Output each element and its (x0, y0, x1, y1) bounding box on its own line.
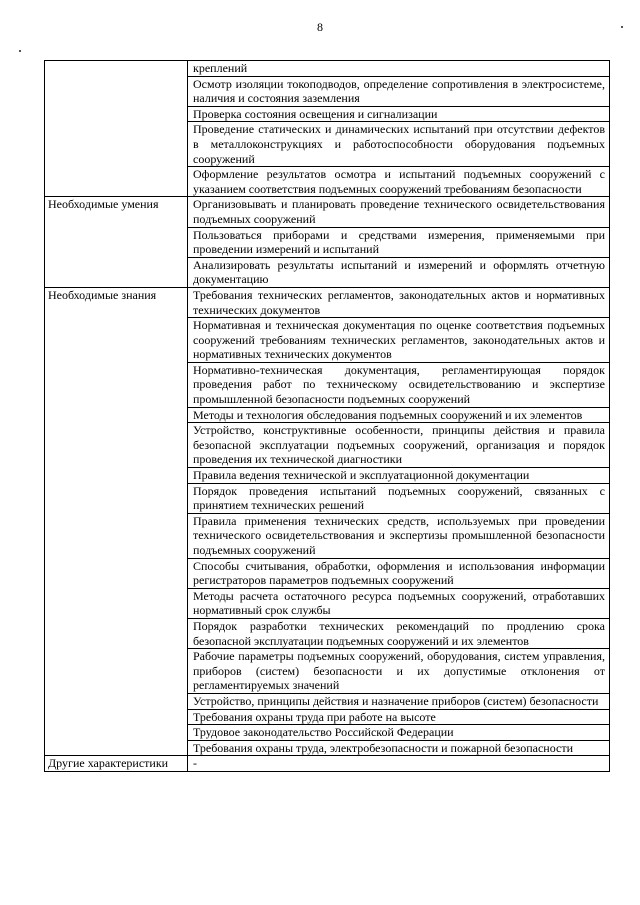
requirement-cell (188, 318, 610, 363)
requirement-text: Пользоваться приборами и средствами измерения, применяемыми при проведении измерений и испытаний (193, 227, 605, 257)
requirement-cell (188, 61, 610, 77)
requirement-text: Проверка состояния освещения и сигнализации (193, 106, 438, 121)
requirement-cell (188, 558, 610, 588)
requirement-cell (188, 588, 610, 618)
requirement-text: Порядок проведения испытаний подъемных сооружений, связанных с принятием технических решений (193, 483, 605, 513)
requirement-cell (188, 106, 610, 122)
requirement-text: Требования охраны труда, электробезопасности и пожарной безопасности (193, 740, 573, 755)
requirement-text: Рабочие параметры подъемных сооружений, оборудования, систем управления, приборов (систем) безопасности и их допустимые отклонения от регламентируемых значений (193, 649, 605, 693)
page-number: 8 (317, 20, 323, 34)
requirement-cell (188, 257, 610, 287)
requirement-cell (188, 740, 610, 756)
table-row (45, 197, 610, 227)
requirement-cell (188, 167, 610, 197)
requirement-text: Порядок разработки технических рекомендаций по продлению срока безопасной эксплуатации подъемных сооружений и их элементов (193, 618, 605, 648)
requirement-cell (188, 197, 610, 227)
row-label-cell: Необходимые знания (45, 287, 188, 755)
requirement-text: Методы и технология обследования подъемных сооружений и их элементов (193, 407, 583, 422)
requirement-cell (188, 756, 610, 772)
requirement-text: Организовывать и планировать проведение технического освидетельствования подъемных сооружений (193, 197, 605, 226)
requirement-text: Правила применения технических средств, используемых при проведении технического освидетельствования и экспертизы промышленной безопасности подъемных сооружений (193, 513, 605, 557)
requirement-cell (188, 709, 610, 725)
row-label-cell: Другие характеристики (45, 756, 188, 772)
scan-speck (19, 50, 21, 52)
requirement-text: Трудовое законодательство Российской Федерации (193, 725, 454, 740)
row-label-cell (45, 61, 188, 197)
requirement-text: Способы считывания, обработки, оформления и использования информации регистраторов параметров подъемных сооружений (193, 558, 605, 588)
requirement-cell (188, 618, 610, 648)
requirement-cell (188, 407, 610, 423)
row-label-cell: Необходимые умения (45, 197, 188, 288)
requirement-text: Устройство, конструктивные особенности, принципы действия и правила безопасной эксплуатации подъемных сооружений, организация и порядок проведения их технической диагностики (193, 423, 605, 467)
requirement-text: Требования охраны труда при работе на высоте (193, 709, 436, 724)
requirement-text: - (193, 756, 197, 771)
requirement-cell (188, 649, 610, 694)
requirement-text: Требования технических регламентов, законодательных актов и нормативных технических документов (193, 287, 605, 317)
requirement-text: креплений (193, 61, 248, 75)
requirement-text: Анализировать результаты испытаний и измерений и оформлять отчетную документацию (193, 257, 605, 287)
requirement-cell (188, 362, 610, 407)
requirement-cell (188, 468, 610, 484)
requirement-cell (188, 76, 610, 106)
requirement-text: Методы расчета остаточного ресурса подъемных сооружений, отработавших нормативный срок службы (193, 588, 605, 618)
requirement-cell (188, 725, 610, 741)
requirement-text: Правила ведения технической и эксплуатационной документации (193, 468, 530, 483)
requirement-text: Устройство, принципы действия и назначение приборов (систем) безопасности (193, 693, 599, 708)
requirement-cell (188, 513, 610, 558)
table-row (45, 287, 610, 317)
competency-table (44, 60, 610, 772)
requirement-text: Нормативная и техническая документация по оценке соответствия подъемных сооружений требованиям технических регламентов, законодательных актов и нормативных технических документов (193, 318, 605, 362)
requirement-text: Осмотр изоляции токоподводов, определение сопротивления в электросистеме, наличия и состояния заземления (193, 76, 605, 106)
requirement-text: Проведение статических и динамических испытаний при отсутствии дефектов в металлоконструкциях и работоспособности оборудования подъемных сооружений (193, 122, 605, 166)
table-row (45, 756, 610, 772)
requirement-text: Оформление результатов осмотра и испытаний подъемных сооружений с указанием соответствия подъемных сооружений требованиям безопасности (193, 167, 605, 196)
requirement-text: Нормативно-техническая документация, регламентирующая порядок проведения работ по техническому освидетельствованию и экспертизе промышленной безопасности подъемных сооружений (193, 362, 605, 407)
requirement-cell (188, 227, 610, 257)
requirement-cell (188, 122, 610, 167)
requirement-cell (188, 483, 610, 513)
scan-speck (621, 26, 623, 28)
requirement-cell (188, 693, 610, 709)
table-row (45, 61, 610, 77)
requirement-cell (188, 287, 610, 317)
requirement-cell (188, 423, 610, 468)
